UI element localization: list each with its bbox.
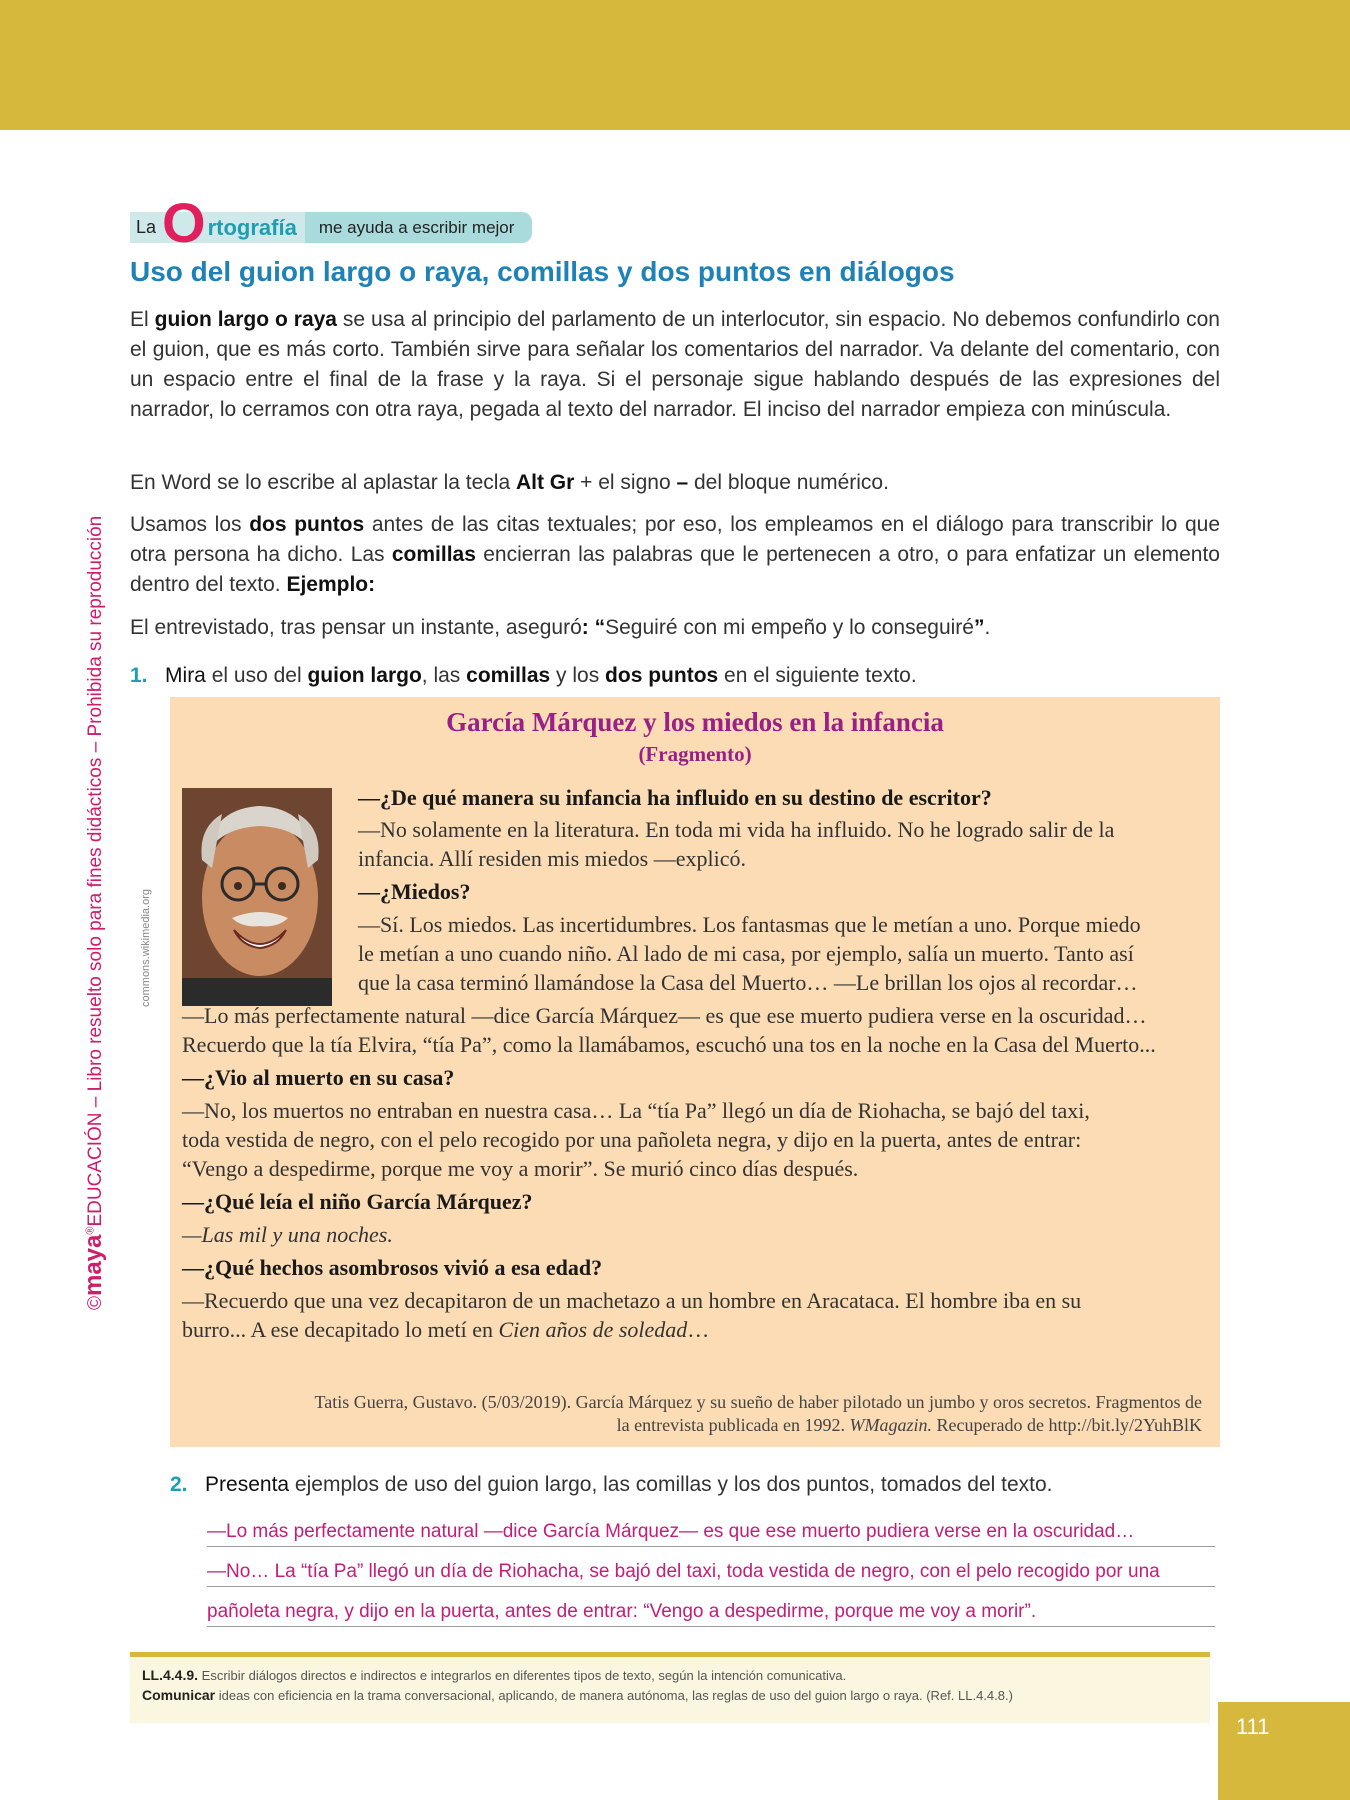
question-1: —¿De qué manera su infancia ha influido en su destino de escritor?: [358, 785, 992, 810]
answer-line-1: —Lo más perfectamente natural —dice García Márquez— es que ese muerto pudiera verse en la oscuridad…: [207, 1518, 1215, 1547]
section-tag: [130, 191, 532, 254]
answer-3-line-3: “Vengo a despedirme, porque me voy a morir”. Se murió cinco días después.: [182, 1156, 859, 1181]
author-portrait-image: [182, 788, 332, 1006]
big-o-letter: O: [162, 191, 206, 254]
section-tag-title: La O rtografía: [130, 212, 305, 243]
paragraph-word-shortcut: En Word se lo escribe al aplastar la tecla Alt Gr + el signo – del bloque numérico.: [130, 471, 889, 494]
activity-number: 2.: [170, 1473, 188, 1496]
section-tag-subtitle: me ayuda a escribir mejor: [305, 212, 533, 243]
answer-4: —Las mil y una noches.: [182, 1222, 393, 1247]
side-copyright-notice: ©maya®EDUCACIÓN – Libro resuelto solo para fines didácticos – Prohibida su reproducción: [80, 515, 107, 1310]
question-2: —¿Miedos?: [358, 879, 471, 904]
interview-fragment-box: [140, 697, 1220, 1447]
paragraph-dos-puntos-comillas: Usamos los dos puntos antes de las citas textuales; por eso, los empleamos en el diálogo para transcribir lo que otra persona ha dicho. Las comillas encierran las palabras que le pertenecen a otro, o para enfatizar un elemento dentro del texto. Ejemplo:: [130, 513, 1220, 596]
answer-1-line-1: —No solamente en la literatura. En toda mi vida ha influido. No he logrado salir de la: [358, 817, 1115, 842]
fragment-subtitle: (Fragmento): [638, 742, 752, 766]
top-color-band: [0, 0, 1350, 130]
question-4: —¿Qué leía el niño García Márquez?: [182, 1189, 533, 1214]
answer-2-line-1: —Sí. Los miedos. Las incertidumbres. Los fantasmas que le metían a uno. Porque miedo: [358, 912, 1141, 937]
footer-line-2: Comunicar ideas con eficiencia en la trama conversacional, aplicando, de manera autónoma, las reglas de uso del guion largo o raya. (Ref. LL.4.4.8.): [142, 1687, 1013, 1703]
answer-2-line-2: le metían a uno cuando niño. Al lado de mi casa, por ejemplo, salía un muerto. Tanto así: [358, 941, 1134, 966]
curriculum-footer: [130, 1652, 1210, 1723]
answer-2-line-3: que la casa terminó llamándose la Casa del Muerto… —Le brillan los ojos al recordar…: [358, 970, 1138, 995]
paragraph-example: El entrevistado, tras pensar un instante, aseguró: “Seguiré con mi empeño y lo conseguiré”.: [130, 616, 991, 639]
answer-1-line-2: infancia. Allí residen mis miedos —explicó.: [358, 846, 746, 871]
question-5: —¿Qué hechos asombrosos vivió a esa edad?: [182, 1255, 603, 1280]
photo-credit: commons.wikimedia.org: [140, 889, 152, 1007]
book-title: Cien años de soledad: [498, 1317, 688, 1342]
fragment-title: García Márquez y los miedos en la infancia: [446, 707, 944, 737]
answer-2-line-4: —Lo más perfectamente natural —dice García Márquez— es que ese muerto pudiera verse en la oscuridad…: [182, 1003, 1147, 1028]
question-3: —¿Vio al muerto en su casa?: [182, 1065, 455, 1090]
page-number: 111: [1236, 1714, 1270, 1739]
answer-line-3: pañoleta negra, y dijo en la puerta, antes de entrar: “Vengo a despedirme, porque me voy a morir”.: [207, 1598, 1215, 1627]
activity-2: 2. Presenta ejemplos de uso del guion largo, las comillas y los dos puntos, tomados del texto.: [170, 1473, 1053, 1496]
answer-5-line-1: —Recuerdo que una vez decapitaron de un machetazo a un hombre en Aracataca. El hombre iba en su: [182, 1288, 1082, 1313]
answer-3-line-1: —No, los muertos no entraban en nuestra casa… La “tía Pa” llegó un día de Riohacha, se bajó del taxi,: [182, 1098, 1090, 1123]
page-title: Uso del guion largo o raya, comillas y dos puntos en diálogos: [130, 256, 955, 287]
source-reference: Tatis Guerra, Gustavo. (5/03/2019). García Márquez y su sueño de haber pilotado un jumbo y oros secretos. Fragmentos de la entrevista publicada en 1992. WMagazin. Recuperado de http://bit.ly/2YuhBlK: [314, 1392, 1202, 1435]
footer-line-1: LL.4.4.9. Escribir diálogos directos e indirectos e integrarlos en diferentes tipos de texto, según la intención comunicativa.: [142, 1667, 847, 1683]
activity-1: 1. Mira el uso del guion largo, las comillas y los dos puntos en el siguiente texto.: [130, 664, 917, 687]
answer-3-line-2: toda vestida de negro, con el pelo recogido por una pañoleta negra, y dijo en la puerta, antes de entrar:: [182, 1127, 1082, 1152]
answer-line-2: —No… La “tía Pa” llegó un día de Riohacha, se bajó del taxi, toda vestida de negro, con el pelo recogido por una: [207, 1558, 1215, 1587]
paragraph-raya: El guion largo o raya se usa al principio del parlamento de un interlocutor, sin espacio. No debemos confundirlo con el guion, que es más corto. También sirve para señalar los comentarios del narrador. Va delante del comentario, con un espacio entre el final de la frase y la raya. Si el personaje sigue hablando después de las expresiones del narrador, lo cerramos con otra raya, pegada al texto del narrador. El inciso del narrador empieza con minúscula.: [130, 308, 1220, 421]
answer-2-line-5: Recuerdo que la tía Elvira, “tía Pa”, como la llamábamos, escuchó una tos en la noche en la Casa del Muerto...: [182, 1032, 1156, 1057]
page-corner: [1218, 1702, 1350, 1800]
answer-5-line-2: burro... A ese decapitado lo metí en Cien años de soledad…: [182, 1317, 710, 1342]
activity-number: 1.: [130, 664, 148, 687]
